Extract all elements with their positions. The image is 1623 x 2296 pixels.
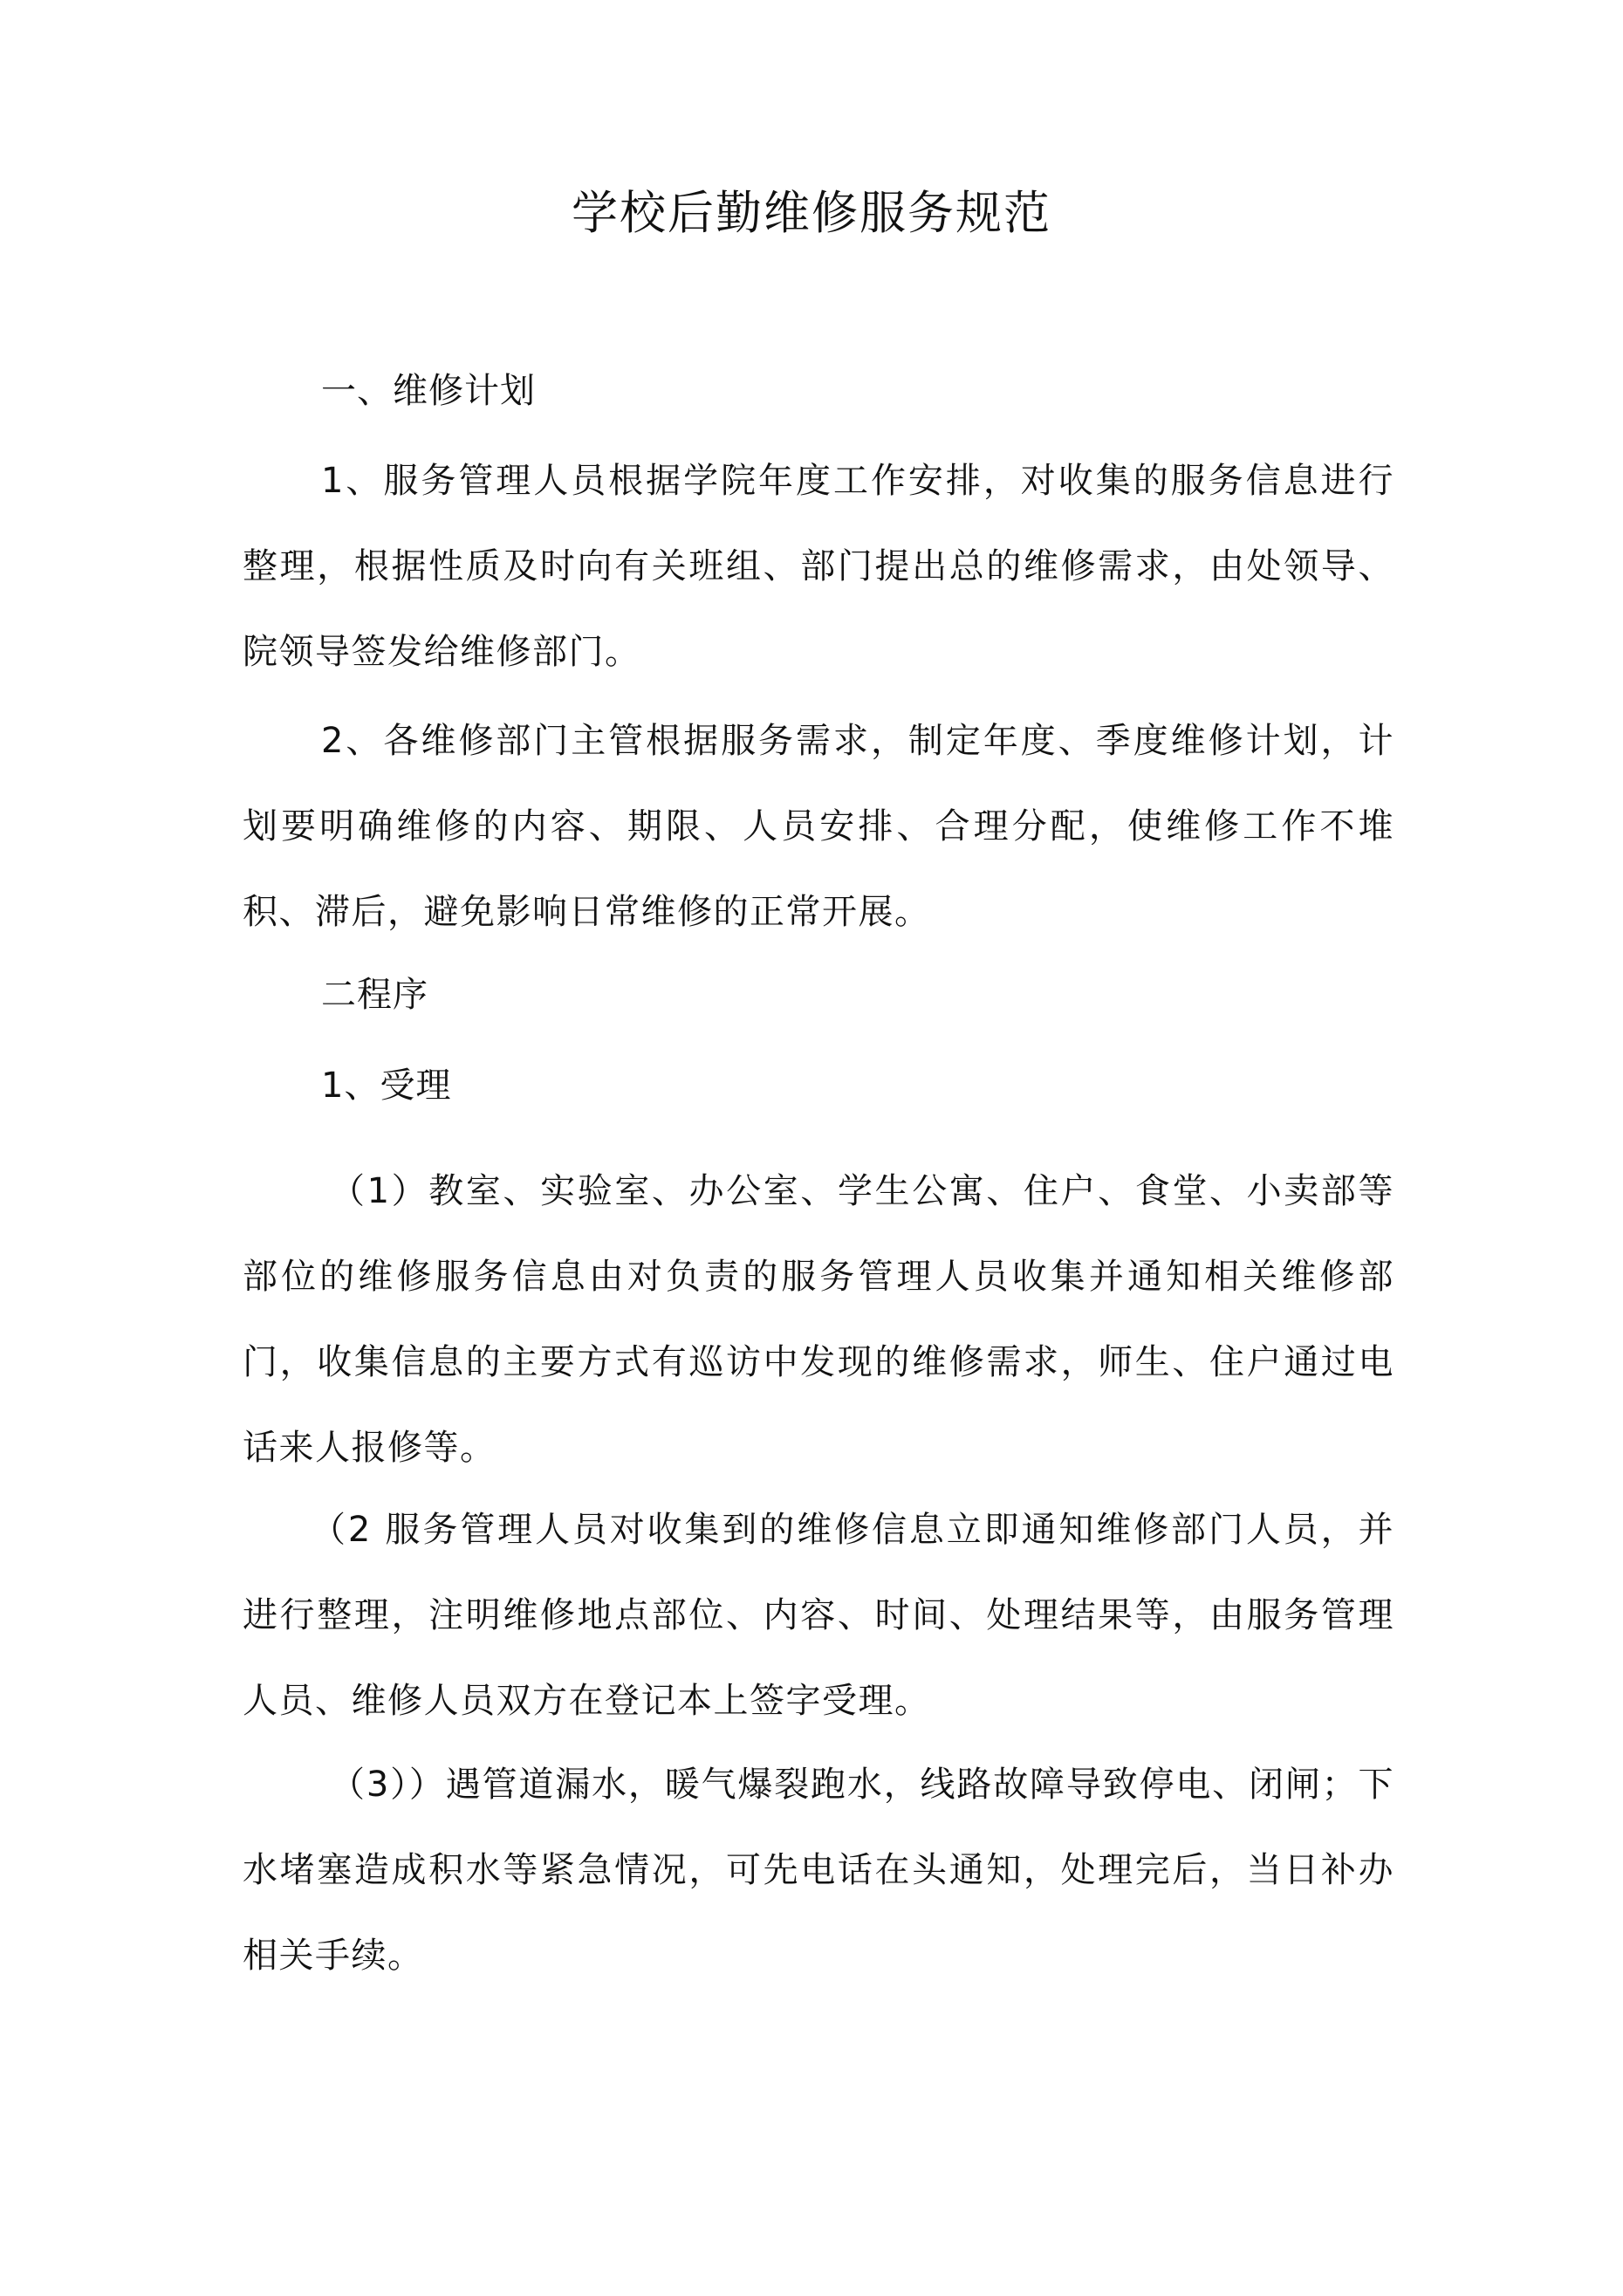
paragraph-acceptance-1: （1）教室、实验室、办公室、学生公寓、住户、食堂、小卖部等部位的维修服务信息由对负责的服务管理人员收集并通知相关维修部门，收集信息的主要方式有巡访中发现的维修需求，师生、住户通过电话来人报修等。 (243, 1171, 1394, 1468)
paragraph-plan-2: 2、各维修部门主管根据服务需求，制定年度、季度维修计划，计划要明确维修的内容、期限、人员安排、合理分配，使维修工作不堆积、滞后，避免影响日常维修的正常开展。 (243, 721, 1394, 932)
subsection-heading-acceptance: 1、受理 (321, 1066, 452, 1106)
paragraph-acceptance-2: （2 服务管理人员对收集到的维修信息立即通知维修部门人员，并进行整理，注明维修地点部位、内容、时间、处理结果等，由服务管理人员、维修人员双方在登记本上签字受理。 (243, 1510, 1394, 1721)
paragraph-plan-1: 1、服务管理人员根据学院年度工作安排，对收集的服务信息进行整理，根据性质及时向有关班组、部门提出总的维修需求，由处领导、院领导签发给维修部门。 (243, 461, 1394, 672)
page-title: 学校后勤维修服务规范 (572, 187, 1051, 240)
section-heading-plan: 一、维修计划 (321, 371, 536, 411)
section-heading-procedure: 二程序 (321, 975, 428, 1015)
paragraph-acceptance-3: （3））遇管道漏水，暖气爆裂跑水，线路故障导致停电、闭闸；下水堵塞造成积水等紧急情况，可先电话在头通知，处理完后，当日补办相关手续。 (243, 1765, 1394, 1976)
